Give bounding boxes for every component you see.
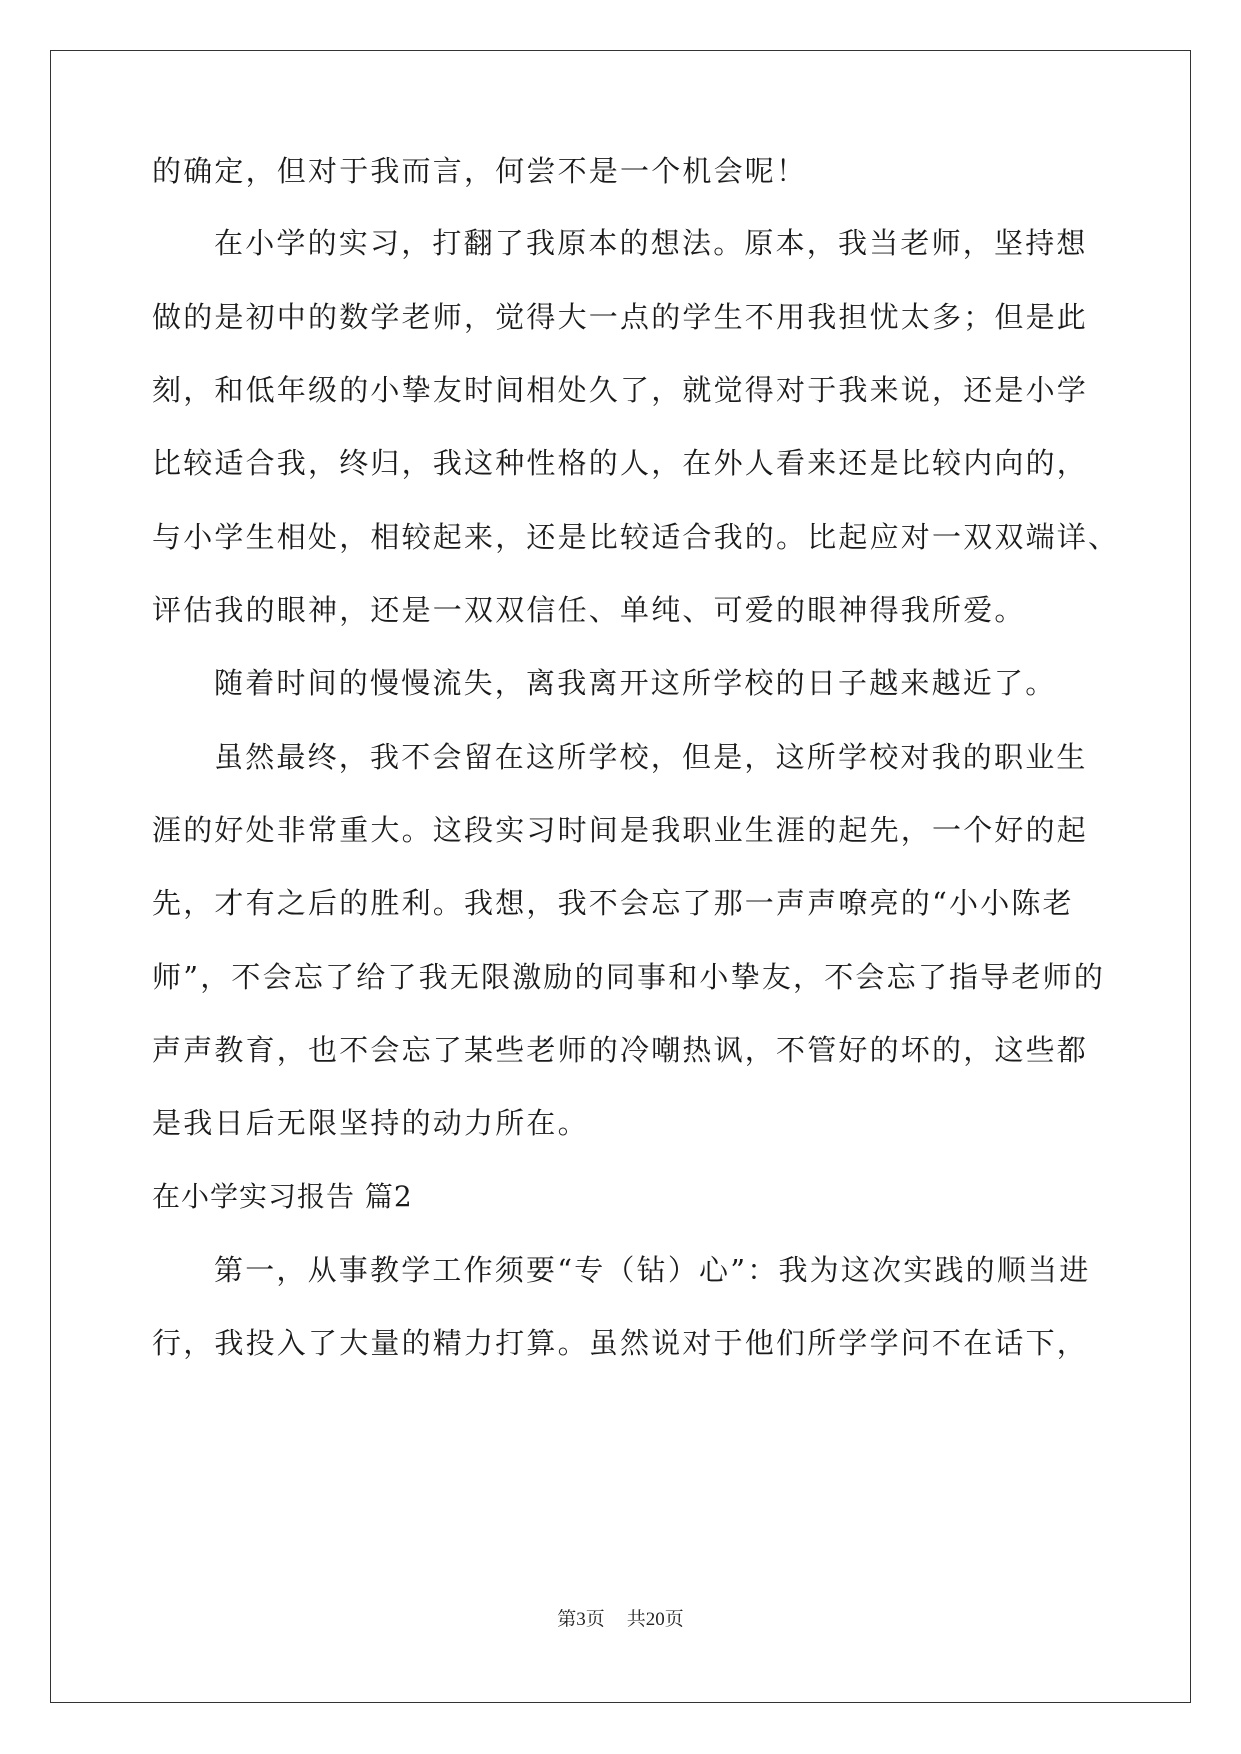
p1-line-1: 的确定，但对于我而言，何尝不是一个机会呢！ — [152, 154, 808, 188]
section-heading: 在小学实习报告 篇2 — [152, 1180, 413, 1213]
p2-line-4: 比较适合我，终归，我这种性格的人，在外人看来还是比较内向的， — [152, 446, 1089, 480]
p2-line-6: 评估我的眼神，还是一双双信任、单纯、可爱的眼神得我所爱。 — [152, 593, 1026, 627]
p2-line-5: 与小学生相处，相较起来，还是比较适合我的。比起应对一双双端详、 — [152, 520, 1120, 554]
p5-line-2: 行，我投入了大量的精力打算。虽然说对于他们所学学问不在话下， — [152, 1326, 1089, 1360]
p2-line-3: 刻，和低年级的小挚友时间相处久了，就觉得对于我来说，还是小学 — [152, 373, 1089, 407]
p4-line-5: 声声教育，也不会忘了某些老师的冷嘲热讽，不管好的坏的，这些都 — [152, 1033, 1089, 1067]
p2-line-1: 在小学的实习，打翻了我原本的想法。原本，我当老师，坚持想 — [214, 226, 1088, 260]
p4-line-6: 是我日后无限坚持的动力所在。 — [152, 1106, 589, 1140]
p4-line-2: 涯的好处非常重大。这段实习时间是我职业生涯的起先，一个好的起 — [152, 813, 1089, 847]
p4-line-1: 虽然最终，我不会留在这所学校，但是，这所学校对我的职业生 — [214, 740, 1088, 774]
p3-line-1: 随着时间的慢慢流失，离我离开这所学校的日子越来越近了。 — [214, 666, 1057, 700]
p2-line-2: 做的是初中的数学老师，觉得大一点的学生不用我担忧太多；但是此 — [152, 300, 1089, 334]
page-number: 第3页 — [557, 1609, 605, 1630]
p4-line-4: 师”，不会忘了给了我无限激励的同事和小挚友，不会忘了指导老师的 — [152, 960, 1106, 994]
p4-line-3: 先，才有之后的胜利。我想，我不会忘了那一声声嘹亮的“小小陈老 — [152, 886, 1074, 920]
page-total: 共20页 — [626, 1609, 684, 1630]
page-footer — [0, 1604, 1241, 1631]
p5-line-1: 第一，从事教学工作须要“专（钻）心”：我为这次实践的顺当进 — [214, 1253, 1091, 1287]
